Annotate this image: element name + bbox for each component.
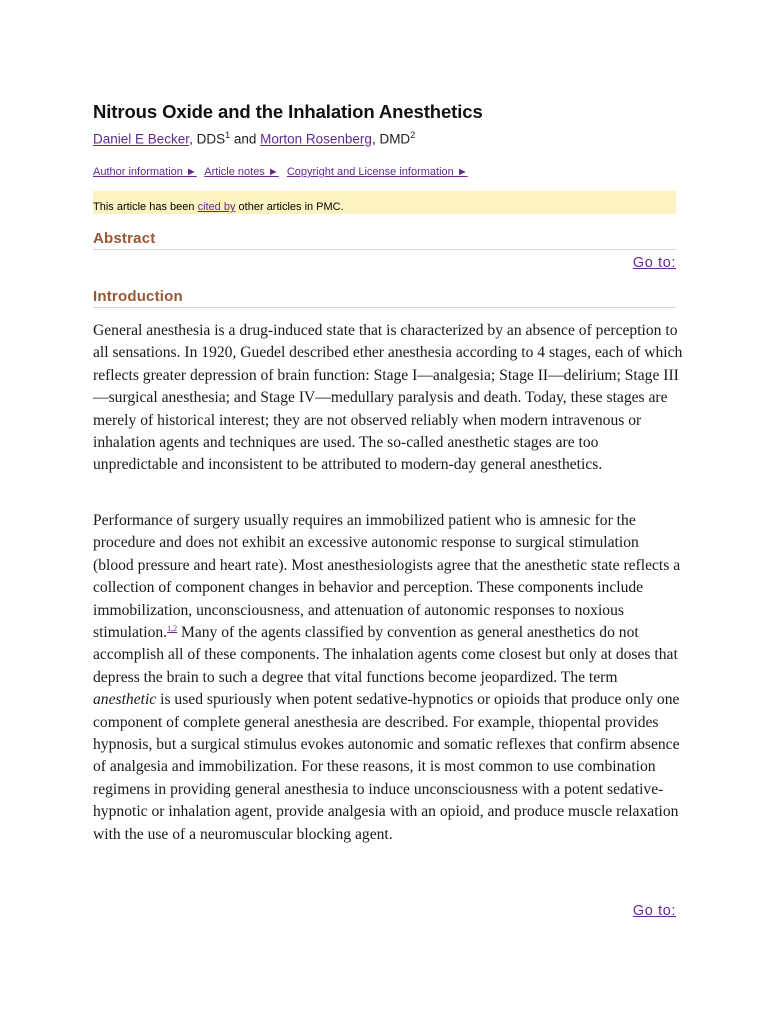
article-notes-link[interactable]: Article notes ► — [204, 166, 279, 178]
cited-prefix: This article has been — [93, 201, 198, 213]
p2-text-a: Performance of surgery usually requires an immobilized patient who is amnesic for the procedure and does not exhibit an excessive autonomic response to surgical stimulation (blood pressure and heart rate). Most anesthesiologists agree that the anesthetic state reflects a collection of component changes in behavior and perception. These components include immobilization, unconsciousness, and attenuation of autonomic responses to noxious stimulation. — [93, 512, 681, 642]
goto-link-abstract[interactable]: Go to: — [632, 255, 676, 271]
p2-text-b: Many of the agents classified by convention as general anesthetics do not accomplish all of these components. The inhalation agents come closest but only at doses that depress the brain to such a degree that vital functions become jeopardized. The term — [93, 624, 678, 686]
term-anesthetic: anesthetic — [93, 691, 157, 709]
author1-affiliation: 1 — [225, 130, 231, 140]
abstract-heading: Abstract — [93, 230, 676, 250]
cited-by-link[interactable]: cited by — [197, 201, 236, 213]
author-line — [93, 130, 415, 147]
article-title: Nitrous Oxide and the Inhalation Anesthetics — [93, 101, 483, 122]
cited-by-notice — [93, 191, 676, 214]
introduction-heading: Introduction — [93, 288, 676, 308]
author-information-link[interactable]: Author information ► — [93, 166, 197, 178]
reference-link-1-2[interactable]: 1,2 — [167, 623, 178, 633]
author-link-rosenberg[interactable]: Morton Rosenberg — [260, 131, 372, 147]
author2-degree: , DMD — [371, 131, 411, 147]
p2-text-c: is used spuriously when potent sedative-hypnotics or opioids that produce only one component of complete general anesthesia are described. For example, thiopental provides hypnosis, but a surgical stimulus evokes autonomic and somatic reflexes that confirm absence of analgesia and immobilization. For these reasons, it is most common to use combination regimens in providing general anesthesia to induce unconsciousness with a potent sedative-hypnotic or inhalation agent, provide analgesia with an opioid, and produce muscle relaxation with the use of a neuromuscular blocking agent. — [93, 691, 680, 843]
author2-affiliation: 2 — [410, 130, 416, 140]
article-info-links — [93, 166, 473, 178]
cited-suffix: other articles in PMC. — [235, 201, 344, 213]
copyright-license-link[interactable]: Copyright and License information ► — [286, 166, 468, 178]
author1-degree: , DDS — [189, 131, 226, 147]
author-conjunction: and — [230, 131, 261, 147]
intro-paragraph-2 — [93, 510, 683, 846]
intro-paragraph-1: General anesthesia is a drug-induced state that is characterized by an absence of perception to all sensations. In 1920, Guedel described ether anesthesia according to 4 stages, each of which reflects greater depression of brain function: Stage I—analgesia; Stage II—delirium; Stage III—surgical anesthesia; and Stage IV—medullary paralysis and death. Today, these stages are merely of historical interest; they are not observed reliably when modern intravenous or inhalation agents and techniques are used. The so-called anesthetic stages are too unpredictable and inconsistent to be attributed to modern-day general anesthetics. — [93, 322, 683, 474]
goto-link-introduction[interactable]: Go to: — [632, 903, 676, 919]
author-link-becker[interactable]: Daniel E Becker — [93, 131, 190, 147]
